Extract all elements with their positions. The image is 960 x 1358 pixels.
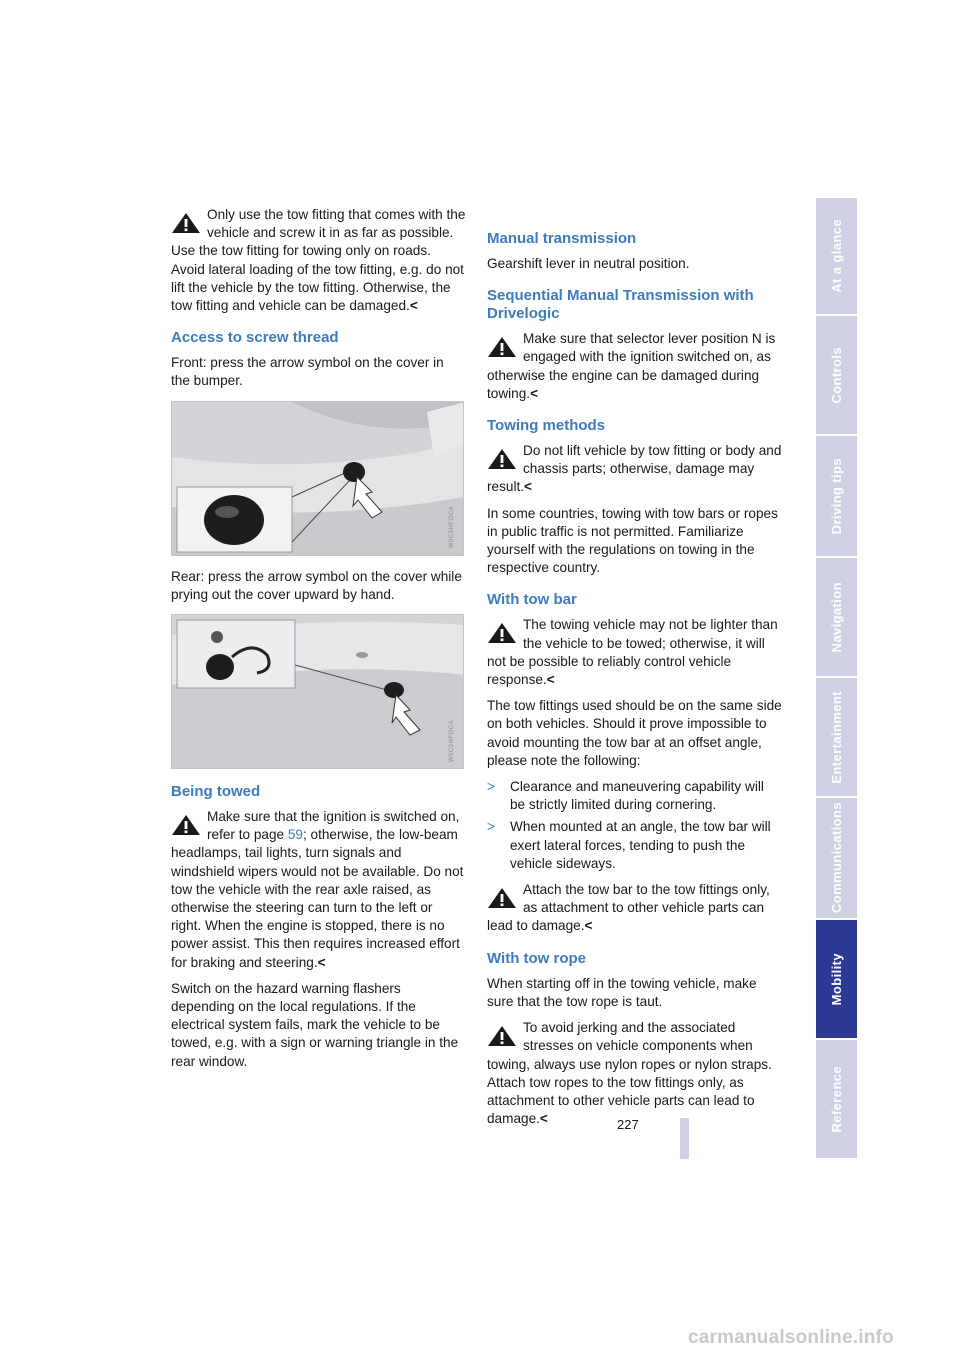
right-column (487, 206, 782, 1136)
warning-triangle-icon (487, 336, 519, 358)
warning-tow-fitting (171, 206, 466, 315)
tab-label: At a glance (829, 219, 844, 293)
front-instruction: Front: press the arrow symbol on the cover in the bumper. (171, 355, 444, 389)
tow-bar-bullet-list (487, 778, 782, 873)
heading-smg: Sequential Manual Transmission with Drivelogic (487, 287, 754, 323)
heading-manual-transmission: Manual transmission (487, 230, 637, 247)
tab-navigation[interactable] (816, 558, 857, 678)
manual-instruction: Gearshift lever in neutral position. (487, 256, 690, 271)
bullet-marker: > (487, 779, 495, 795)
end-mark: < (409, 298, 418, 314)
figure-code: W0C9HFOCA (448, 719, 455, 763)
list-item-text: Clearance and maneuvering capability will be strictly limited during cornering. (510, 779, 764, 813)
warning-triangle-icon (487, 887, 519, 909)
end-mark: < (546, 672, 555, 688)
warning-ignition (171, 808, 466, 972)
warning-triangle-icon (487, 1025, 519, 1047)
end-mark: < (524, 479, 532, 495)
tab-label: Driving tips (829, 457, 844, 535)
left-column (171, 206, 466, 1079)
end-mark: < (539, 1111, 548, 1127)
tab-driving-tips[interactable] (816, 436, 857, 558)
heading-with-tow-rope: With tow rope (487, 949, 587, 967)
methods-text: In some countries, towing with tow bars or ropes in public traffic is not permitted. Familiarize yourself with the regulations on towing in the respective country. (487, 505, 778, 576)
tab-label: Entertainment (829, 690, 844, 784)
tab-label: Reference (829, 1065, 844, 1133)
tab-mobility[interactable] (816, 920, 857, 1040)
heading-with-tow-bar: With tow bar (487, 591, 577, 609)
warning-attach-tow-bar (487, 881, 782, 936)
tab-label: Navigation (829, 581, 844, 653)
figure-code: W0C9HFOCA (448, 506, 455, 549)
warning-tow-bar (487, 616, 782, 689)
tab-communications[interactable] (816, 798, 857, 920)
page-number: 227 (617, 1117, 639, 1132)
rear-instruction: Rear: press the arrow symbol on the cover while prying out the cover upward by hand. (171, 568, 462, 602)
tow-rope-text: When starting off in the towing vehicle, make sure that the tow rope is taut. (487, 975, 757, 1009)
warning-tow-rope (487, 1019, 782, 1128)
tow-bar-text: The tow fittings used should be on the same side on both vehicles. Should it prove impossible to avoid mounting the tow bar at an offset angle, please note the following: (487, 698, 782, 768)
warning-triangle-icon (487, 622, 519, 644)
list-item (487, 818, 782, 873)
warning-smg (487, 330, 782, 403)
warning-text: The towing vehicle may not be lighter than the vehicle to be towed; otherwise, it will not be possible to reliably control vehicle response. (487, 617, 778, 688)
warning-triangle-icon (171, 212, 203, 234)
warning-text-continued: ; otherwise, the low-beam headlamps, tail lights, turn signals and windshield wipers would not be available. Do not tow the vehicle with the rear axle raised, as otherwise the steering can turn to the left or right. When the engine is stopped, there is no power assist. This then requires increased effort for braking and steering. (171, 827, 464, 970)
list-item (487, 778, 782, 814)
section-tabs (816, 198, 857, 1160)
warning-text: Only use the tow fitting that comes with the vehicle and screw it in as far as possible. Use the tow fitting for towing only on roads. Avoid lateral loading of the tow fitting, e.g. do not lift the vehicle by the tow fitting. Otherwise, the tow fitting and vehicle can be damaged. (171, 207, 466, 314)
page-link-59[interactable]: 59 (287, 827, 303, 843)
heading-towing-methods: Towing methods (487, 417, 606, 435)
tab-reference[interactable] (816, 1040, 857, 1160)
end-mark: < (584, 918, 593, 934)
front-bumper-illustration (172, 402, 464, 556)
tab-controls[interactable] (816, 316, 857, 436)
tab-label: Communications (829, 802, 844, 914)
page-marker-bar (680, 1118, 689, 1159)
list-item-text: When mounted at an angle, the tow bar will exert lateral forces, tending to push the vehicle sideways. (510, 819, 771, 871)
warning-text: Make sure that the ignition is switched on, refer to page (207, 809, 460, 843)
warning-text: Attach the tow bar to the tow fittings only, as attachment to other vehicle parts can lead to damage. (487, 882, 770, 934)
bullet-marker: > (487, 819, 495, 835)
end-mark: < (530, 385, 539, 401)
warning-text: Do not lift vehicle by tow fitting or body and chassis parts; otherwise, damage may result. (487, 443, 782, 495)
tab-entertainment[interactable] (816, 678, 857, 798)
heading-being-towed: Being towed (171, 783, 261, 801)
warning-text: To avoid jerking and the associated stresses on vehicle components when towing, always use nylon ropes or nylon straps. Attach tow ropes to the tow fittings only, as attachment to other vehicle parts can lead to damage. (487, 1020, 772, 1127)
hazard-instruction: Switch on the hazard warning flashers depending on the local regulations. If the electrical system fails, mark the vehicle to be towed, e.g. with a sign or warning triangle in the rear window. (171, 980, 459, 1069)
heading-access-screw-thread: Access to screw thread (171, 329, 339, 347)
warning-triangle-icon (171, 814, 203, 836)
tab-label: Mobility (829, 952, 844, 1006)
tab-at-a-glance[interactable] (816, 198, 857, 316)
warning-triangle-icon (487, 448, 519, 470)
end-mark: < (317, 954, 326, 970)
warning-text: Make sure that selector lever position N is engaged with the ignition switched on, as otherwise the engine can be damaged during towing. (487, 331, 776, 401)
rear-bumper-illustration (172, 615, 464, 769)
figure-front-bumper (171, 401, 464, 556)
tab-label: Controls (829, 346, 844, 404)
figure-rear-bumper (171, 614, 464, 769)
warning-methods (487, 442, 782, 497)
watermark: carmanualsonline.info (688, 1327, 894, 1348)
